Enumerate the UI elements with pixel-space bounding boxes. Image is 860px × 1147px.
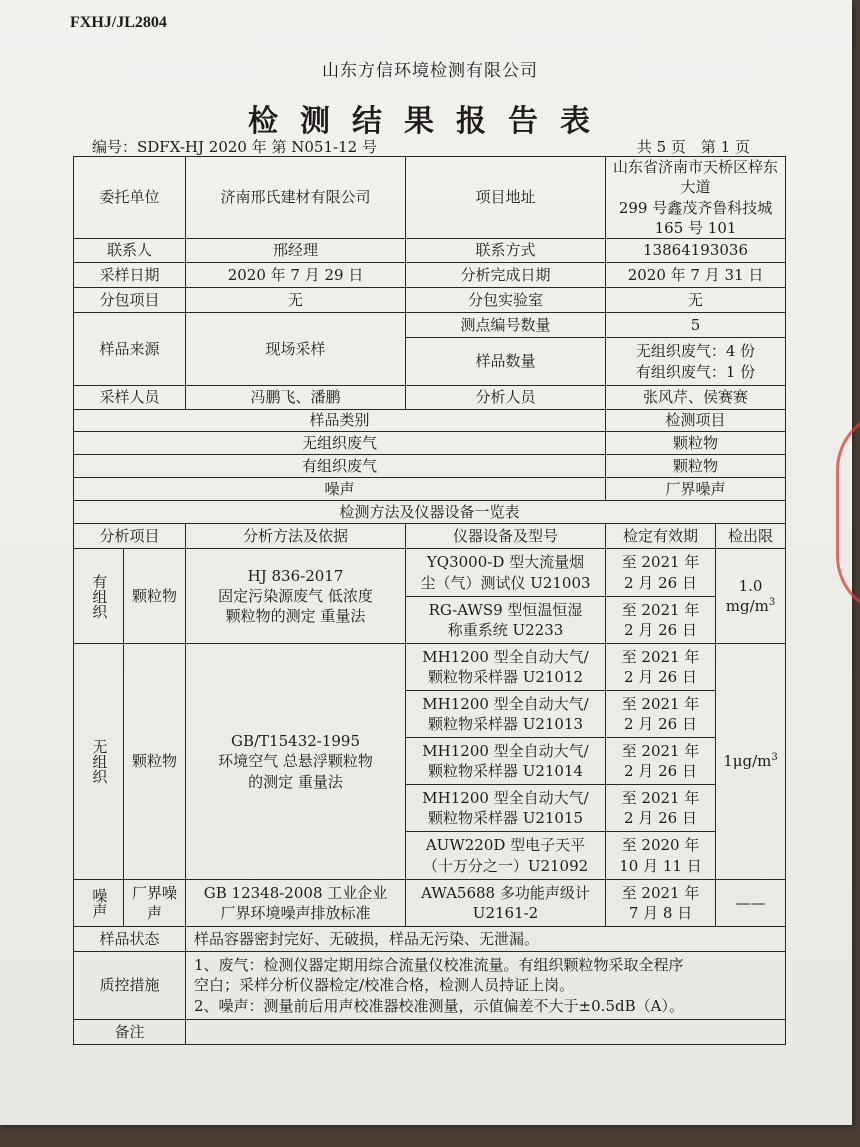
instrument-line: 颗粒物采样器 U21012 [427, 668, 584, 686]
report-table [73, 156, 786, 1045]
validity-line: 至 2021 年 [621, 553, 700, 572]
limit-unit-text: 1μg/m [723, 752, 772, 771]
instrument-cell [406, 691, 606, 738]
qc-line-3: 2、噪声：测量前后用声校准器校准测量，示值偏差不大于±0.5dB（A）。 [194, 996, 684, 1015]
instrument-line: （十万分之一）U21092 [422, 856, 589, 875]
count-label: 样品数量 [406, 338, 606, 386]
category-row: 无组织废气 [74, 432, 606, 455]
noise-item: 厂界噪声 [124, 880, 186, 927]
validity-cell [606, 738, 716, 785]
category-header: 样品类别 [74, 410, 606, 432]
limit-unit-sup: 3 [771, 752, 778, 764]
subcontract-value: 无 [186, 288, 406, 313]
analyst-value: 张风芹、侯赛赛 [606, 386, 786, 410]
instrument-line: 颗粒物采样器 U21013 [427, 715, 584, 733]
noise-method-line-2: 厂界环境噪声排放标准 [220, 904, 371, 922]
address-line-2: 299 号鑫茂齐鲁科技城 165 号 101 [618, 198, 773, 237]
sublab-value: 无 [606, 288, 786, 313]
instrument-line: AUW220D 型电子天平 [425, 836, 586, 855]
count-line-2: 有组织废气：1 份 [635, 362, 756, 381]
address-line-1: 山东省济南市天桥区梓东大道 [613, 158, 779, 197]
unorganized-item: 颗粒物 [124, 644, 186, 880]
methods-header-item: 分析项目 [74, 524, 186, 549]
validity-cell [606, 691, 716, 738]
validity-line: 至 2021 年 [621, 883, 700, 902]
noise-group: 噪声 [74, 880, 124, 927]
methods-header-instrument: 仪器设备及型号 [406, 524, 606, 549]
remark-label: 备注 [74, 1020, 186, 1045]
instrument-line: MH1200 型全自动大气/ [422, 788, 589, 807]
category-item: 颗粒物 [606, 432, 786, 455]
instrument-cell [406, 597, 606, 644]
address-value [606, 157, 786, 239]
form-code: FXHJ/JL2804 [70, 14, 167, 31]
validity-line: 至 2021 年 [621, 694, 700, 713]
instrument-cell [406, 549, 606, 597]
validity-line: 2 月 26 日 [624, 715, 697, 733]
qc-line-1: 1、废气：检测仪器定期用综合流量仪校准流量。有组织颗粒物采取全程序 [194, 956, 684, 975]
instrument-line: AWA5688 多功能声级计 [421, 883, 590, 902]
organized-limit-unit [719, 596, 782, 616]
qc-value [186, 952, 786, 1020]
sampler-label: 采样人员 [74, 386, 186, 410]
noise-method-line-1: GB 12348-2008 工业企业 [203, 883, 388, 902]
unorganized-method-line-2: 环境空气 总悬浮颗粒物 [218, 752, 373, 771]
instrument-line: MH1200 型全自动大气/ [422, 741, 589, 760]
organized-method-line-3: 颗粒物的测定 重量法 [225, 607, 366, 626]
instrument-line: 颗粒物采样器 U21014 [427, 762, 584, 780]
instrument-line: MH1200 型全自动大气/ [422, 647, 589, 666]
analysis-date-label: 分析完成日期 [406, 263, 606, 288]
validity-cell [606, 549, 716, 597]
validity-line: 至 2021 年 [621, 741, 700, 760]
instrument-line: 尘（气）测试仪 U21003 [420, 573, 591, 592]
analyst-label: 分析人员 [406, 386, 606, 410]
unorganized-method [186, 644, 406, 880]
validity-cell [606, 785, 716, 832]
count-line-1: 无组织废气：4 份 [635, 342, 756, 361]
methods-header-method: 分析方法及依据 [186, 524, 406, 549]
count-value [606, 338, 786, 386]
category-row: 有组织废气 [74, 455, 606, 478]
validity-line: 2 月 26 日 [624, 573, 697, 592]
client-label: 委托单位 [74, 157, 186, 239]
instrument-line: YQ3000-D 型大流量烟 [426, 553, 585, 572]
category-item: 颗粒物 [606, 455, 786, 478]
limit-unit-text: mg/m [725, 597, 769, 615]
page-count: 共 5 页 第 1 页 [636, 138, 750, 156]
instrument-cell [406, 738, 606, 785]
unorganized-method-line-3: 的测定 重量法 [248, 772, 343, 791]
validity-line: 至 2021 年 [621, 600, 700, 619]
instrument-line: U2161-2 [472, 904, 539, 922]
organized-limit [716, 549, 786, 644]
address-label: 项目地址 [406, 157, 606, 239]
phone-value: 13864193036 [606, 239, 786, 263]
organized-group: 有组织 [74, 549, 124, 644]
validity-line: 7 月 8 日 [628, 904, 693, 922]
sample-date-value: 2020 年 7 月 29 日 [186, 263, 406, 288]
qc-label: 质控措施 [74, 952, 186, 1020]
subcontract-label: 分包项目 [74, 288, 186, 313]
analysis-date-value: 2020 年 7 月 31 日 [606, 263, 786, 288]
methods-header-limit: 检出限 [716, 524, 786, 549]
limit-unit-sup: 3 [768, 597, 776, 608]
report-number: 编号：SDFX-HJ 2020 年 第 N051-12 号 [92, 138, 377, 156]
instrument-line: RG-AWS9 型恒温恒湿 [428, 600, 583, 619]
organized-limit-value: 1.0 [738, 576, 763, 595]
category-row: 噪声 [74, 478, 606, 501]
instrument-line: 颗粒物采样器 U21015 [427, 809, 584, 827]
organized-method-line-1: HJ 836-2017 [247, 566, 344, 585]
methods-header-validity: 检定有效期 [606, 524, 716, 549]
company-name: 山东方信环境检测有限公司 [322, 61, 538, 81]
client-value: 济南邢氏建材有限公司 [186, 157, 406, 239]
points-value: 5 [606, 313, 786, 338]
unorganized-group: 无组织 [74, 644, 124, 880]
organized-method [186, 549, 406, 644]
organized-item: 颗粒物 [124, 549, 186, 644]
contact-value: 邢经理 [186, 239, 406, 263]
validity-line: 至 2020 年 [621, 836, 700, 855]
phone-label: 联系方式 [406, 239, 606, 263]
points-label: 测点编号数量 [406, 313, 606, 338]
instrument-cell [406, 832, 606, 880]
contact-label: 联系人 [74, 239, 186, 263]
company-seal [836, 410, 860, 616]
source-label: 样品来源 [74, 313, 186, 386]
source-value: 现场采样 [186, 313, 406, 386]
validity-line: 10 月 11 日 [619, 856, 702, 875]
organized-method-line-2: 固定污染源废气 低浓度 [218, 586, 373, 605]
state-label: 样品状态 [74, 927, 186, 952]
instrument-cell [406, 785, 606, 832]
unorganized-limit [716, 644, 786, 880]
validity-line: 至 2021 年 [621, 647, 700, 666]
instrument-line: 称重系统 U2233 [447, 621, 564, 639]
validity-line: 2 月 26 日 [624, 762, 697, 780]
state-value: 样品容器密封完好、无破损，样品无污染、无泄漏。 [186, 927, 786, 952]
instrument-cell [406, 880, 606, 927]
instrument-cell [406, 644, 606, 691]
sample-date-label: 采样日期 [74, 263, 186, 288]
sampler-value: 冯鹏飞、潘鹏 [186, 386, 406, 410]
qc-line-2: 空白；采样分析仪器检定/校准合格，检测人员持证上岗。 [194, 976, 575, 995]
validity-line: 2 月 26 日 [624, 809, 697, 827]
validity-cell [606, 597, 716, 644]
noise-method [186, 880, 406, 927]
validity-line: 2 月 26 日 [624, 621, 697, 639]
validity-cell [606, 644, 716, 691]
methods-section-title: 检测方法及仪器设备一览表 [74, 501, 786, 524]
unorganized-method-line-1: GB/T15432-1995 [231, 732, 361, 751]
validity-cell [606, 832, 716, 880]
category-item: 厂界噪声 [606, 478, 786, 501]
validity-line: 至 2021 年 [621, 788, 700, 807]
noise-limit: —— [716, 880, 786, 927]
report-title: 检测结果报告表 [248, 104, 612, 139]
validity-line: 2 月 26 日 [624, 668, 697, 686]
validity-cell [606, 880, 716, 927]
instrument-line: MH1200 型全自动大气/ [422, 694, 589, 713]
remark-value [186, 1020, 786, 1045]
item-header: 检测项目 [606, 410, 786, 432]
sublab-label: 分包实验室 [406, 288, 606, 313]
